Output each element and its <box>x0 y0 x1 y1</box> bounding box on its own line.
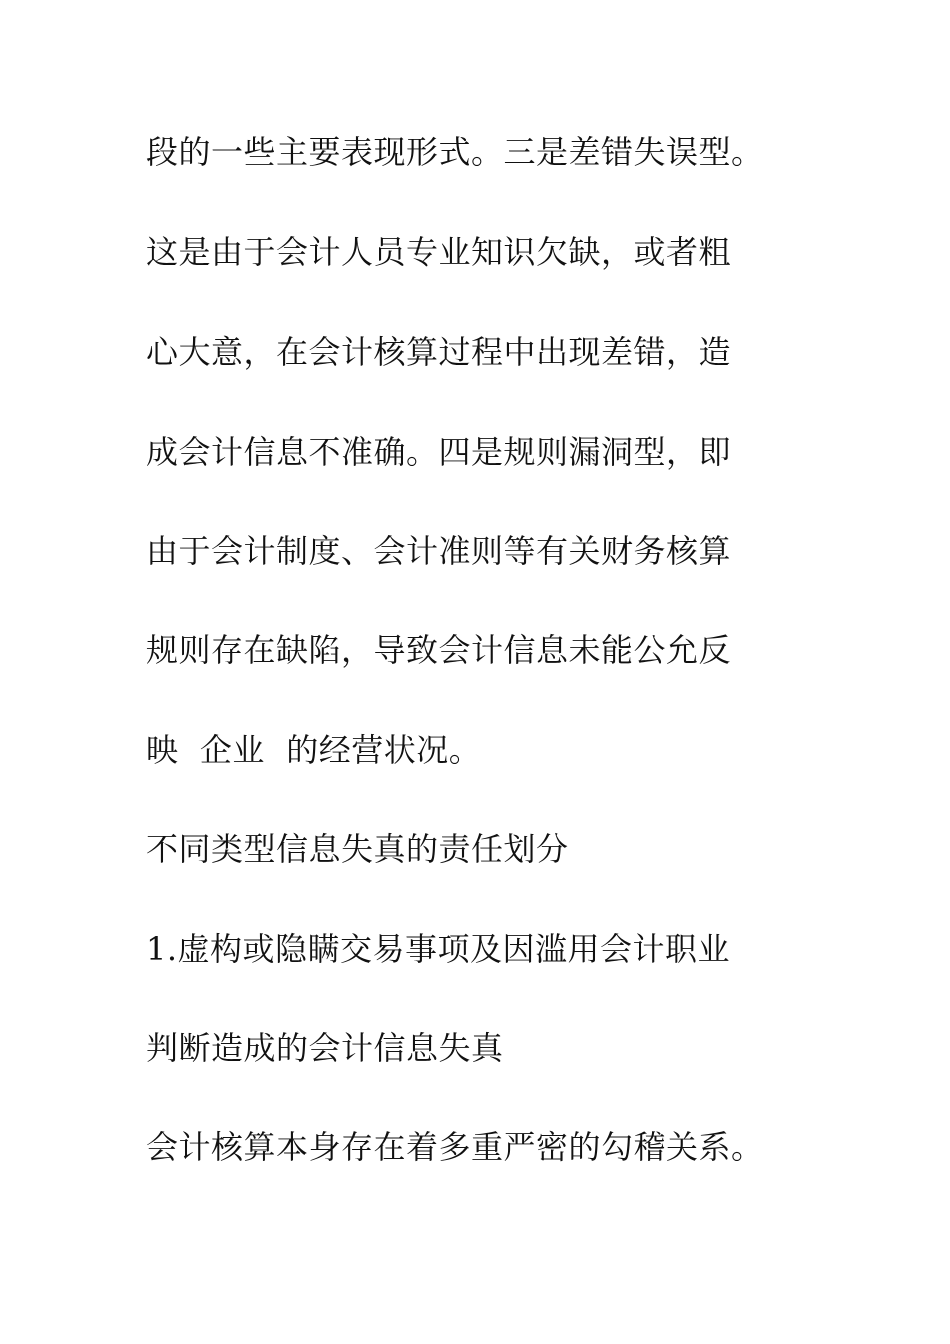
numbered-heading-line: 判断造成的会计信息失真 <box>146 1029 504 1067</box>
text-line: 段的一些主要表现形式。三是差错失误型。 <box>146 133 764 171</box>
text-line: 由于会计制度、会计准则等有关财务核算 <box>146 532 732 570</box>
text-line: 规则存在缺陷，导致会计信息未能公允反 <box>146 631 732 669</box>
text-line: 会计核算本身存在着多重严密的勾稽关系。 <box>146 1128 764 1166</box>
text-line: 成会计信息不准确。四是规则漏洞型，即 <box>146 433 732 471</box>
numbered-heading-line: 1.虚构或隐瞒交易事项及因滥用会计职业 <box>146 930 731 968</box>
text-line: 映 企业 的经营状况。 <box>146 731 482 769</box>
text-line: 这是由于会计人员专业知识欠缺，或者粗 <box>146 233 732 271</box>
text-line: 心大意，在会计核算过程中出现差错，造 <box>146 333 732 371</box>
section-heading: 不同类型信息失真的责任划分 <box>146 830 569 868</box>
